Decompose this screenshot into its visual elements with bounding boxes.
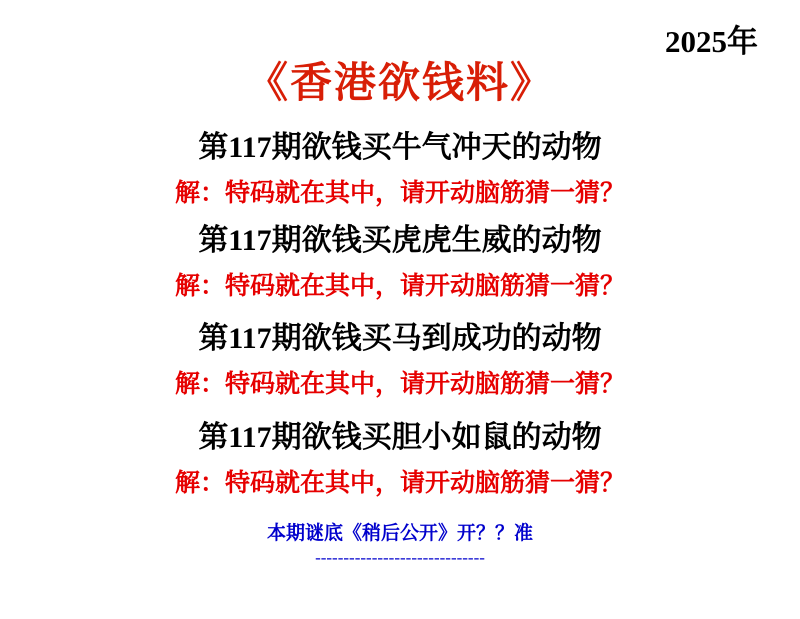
entry-block-3 — [0, 313, 800, 400]
entry-answer: 解：特码就在其中，请开动脑筋猜一猜？ — [174, 369, 625, 398]
entry-question: 第117期欲钱买虎虎生威的动物 — [198, 224, 602, 257]
footer — [0, 518, 800, 568]
entry-answer: 解：特码就在其中，请开动脑筋猜一猜？ — [174, 468, 625, 497]
footer-note: 本期谜底《稍后公开》开？？准 — [266, 522, 533, 544]
entry-answer: 解：特码就在其中，请开动脑筋猜一猜？ — [174, 178, 625, 207]
entry-block-4 — [0, 412, 800, 499]
entry-answer: 解：特码就在其中，请开动脑筋猜一猜？ — [174, 271, 625, 300]
page-title: 《香港欲钱料》 — [245, 58, 554, 107]
footer-divider: ------------------------------ — [315, 548, 485, 567]
entry-question: 第117期欲钱买胆小如鼠的动物 — [198, 421, 602, 454]
entry-question: 第117期欲钱买马到成功的动物 — [198, 322, 602, 355]
year-label: 2025年 — [665, 24, 758, 59]
entry-block-2 — [0, 215, 800, 302]
entry-block-1 — [0, 122, 800, 209]
entry-question: 第117期欲钱买牛气冲天的动物 — [198, 131, 602, 164]
